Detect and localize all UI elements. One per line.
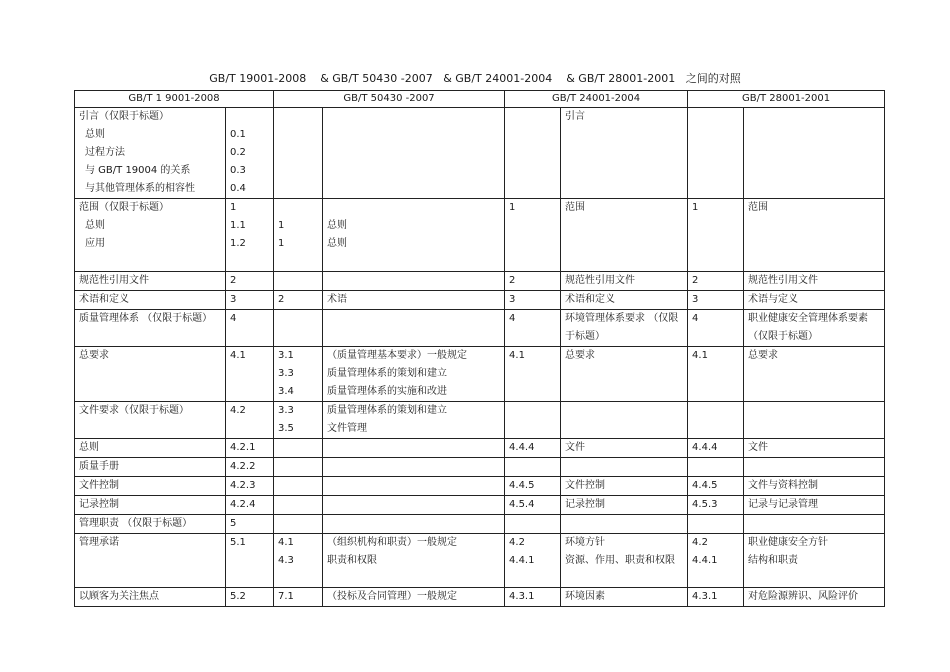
gbt50430-clause-cell	[323, 588, 505, 607]
cell-text: 记录控制	[79, 499, 119, 510]
cell-text: 4.2	[230, 405, 246, 416]
gbt19001-num-cell	[226, 310, 274, 347]
gbt24001-num-cell	[505, 199, 561, 272]
gbt19001-clause-cell	[75, 310, 226, 347]
gbt50430-num-cell	[274, 347, 323, 402]
gbt24001-clause-cell	[561, 272, 688, 291]
cell-text: 记录与记录管理	[748, 499, 819, 510]
cell-text: 结构和职责	[748, 555, 799, 566]
gbt19001-clause-cell	[75, 496, 226, 515]
gbt28001-num-cell	[688, 347, 744, 402]
gbt19001-num-cell	[226, 477, 274, 496]
cell-text: 4.2.4	[230, 499, 256, 510]
cell-text: 4.4.1	[509, 555, 535, 566]
cell-text: 2	[692, 275, 699, 286]
cell-text: 术语和定义	[79, 294, 129, 305]
gbt19001-num-cell	[226, 458, 274, 477]
cell-text: 3	[509, 294, 516, 305]
cell-text: 术语	[327, 294, 348, 305]
gbt19001-clause-cell	[75, 458, 226, 477]
cell-text: 3.5	[278, 423, 294, 434]
cell-text: 3.1	[278, 350, 294, 361]
gbt24001-clause-cell	[561, 588, 688, 607]
gbt24001-num-cell	[505, 347, 561, 402]
cell-text: 4.2.2	[230, 461, 256, 472]
cell-text: 记录控制	[565, 499, 606, 510]
table-row	[75, 588, 885, 607]
comparison-table	[74, 90, 885, 607]
cell-text: 总则	[79, 442, 99, 453]
header-gbt28001: GB/T 28001-2001	[688, 91, 885, 108]
cell-text: 总要求	[748, 350, 779, 361]
gbt28001-num-cell	[688, 477, 744, 496]
cell-text: 管理职责 （仅限于标题）	[79, 518, 193, 529]
cell-text: 4.3.1	[692, 591, 718, 602]
gbt19001-num-cell	[226, 199, 274, 272]
gbt24001-num-cell	[505, 496, 561, 515]
gbt50430-clause-cell	[323, 347, 505, 402]
gbt50430-clause-cell	[323, 534, 505, 588]
table-row	[75, 515, 885, 534]
gbt19001-num-cell	[226, 439, 274, 458]
gbt28001-num-cell	[688, 310, 744, 347]
gbt28001-clause-cell	[744, 534, 885, 588]
gbt19001-clause-cell	[75, 588, 226, 607]
gbt19001-clause-cell	[75, 439, 226, 458]
gbt50430-clause-cell	[323, 310, 505, 347]
cell-text: 2	[230, 275, 237, 286]
cell-text: 范围	[748, 202, 769, 213]
gbt28001-num-cell	[688, 272, 744, 291]
gbt19001-clause-cell	[75, 402, 226, 439]
gbt24001-clause-cell	[561, 534, 688, 588]
gbt28001-clause-cell	[744, 347, 885, 402]
gbt28001-num-cell	[688, 458, 744, 477]
cell-text: 4.1	[692, 350, 708, 361]
gbt28001-num-cell	[688, 439, 744, 458]
gbt19001-num-cell	[226, 515, 274, 534]
gbt19001-clause-cell	[75, 108, 226, 199]
cell-text: 术语和定义	[565, 294, 616, 305]
gbt24001-clause-cell	[561, 402, 688, 439]
cell-text: 文件控制	[79, 480, 119, 491]
cell-text: 过程方法	[85, 147, 125, 158]
cell-text: 4.2.1	[230, 442, 256, 453]
cell-text: （质量管理基本要求）一般规定	[327, 350, 468, 361]
cell-text: 4	[509, 313, 516, 324]
gbt19001-num-cell	[226, 588, 274, 607]
gbt28001-num-cell	[688, 291, 744, 310]
gbt50430-clause-cell	[323, 199, 505, 272]
gbt50430-clause-cell	[323, 458, 505, 477]
gbt24001-clause-cell	[561, 439, 688, 458]
cell-text: 4.1	[230, 350, 246, 361]
cell-text	[278, 199, 318, 217]
header-gbt50430: GB/T 50430 -2007	[274, 91, 505, 108]
cell-text: 术语与定义	[748, 294, 799, 305]
cell-text: 文件控制	[565, 480, 606, 491]
cell-text: 1.2	[230, 238, 246, 249]
gbt28001-clause-cell	[744, 310, 885, 347]
gbt50430-num-cell	[274, 402, 323, 439]
cell-text: 与 GB/T 19004 的关系	[85, 165, 191, 176]
cell-text: 2	[509, 275, 516, 286]
gbt50430-num-cell	[274, 439, 323, 458]
cell-text: 规范性引用文件	[565, 275, 636, 286]
gbt28001-clause-cell	[744, 458, 885, 477]
gbt24001-num-cell	[505, 515, 561, 534]
cell-text: 1	[278, 220, 285, 231]
gbt19001-num-cell	[226, 291, 274, 310]
gbt24001-clause-cell	[561, 310, 688, 347]
gbt50430-clause-cell	[323, 272, 505, 291]
gbt19001-clause-cell	[75, 534, 226, 588]
table-row	[75, 347, 885, 402]
cell-text: 质量管理体系的策划和建立	[327, 405, 448, 416]
cell-text: 规范性引用文件	[748, 275, 819, 286]
cell-text	[327, 199, 500, 217]
cell-text: 5	[230, 518, 237, 529]
gbt28001-clause-cell	[744, 496, 885, 515]
cell-text: 1.1	[230, 220, 246, 231]
cell-text: 4.2.3	[230, 480, 256, 491]
table-row	[75, 272, 885, 291]
gbt19001-clause-cell	[75, 347, 226, 402]
gbt28001-num-cell	[688, 496, 744, 515]
gbt50430-num-cell	[274, 199, 323, 272]
gbt24001-num-cell	[505, 588, 561, 607]
cell-text: （组织机构和职责）一般规定	[327, 537, 458, 548]
cell-text: 0.4	[230, 183, 246, 194]
cell-text: 5.2	[230, 591, 246, 602]
cell-text: 总要求	[79, 350, 109, 361]
cell-text: 文件	[748, 442, 769, 453]
cell-text: 4.4.4	[692, 442, 718, 453]
cell-text: 规范性引用文件	[79, 275, 149, 286]
cell-text: 3	[692, 294, 699, 305]
gbt19001-num-cell	[226, 534, 274, 588]
gbt24001-num-cell	[505, 291, 561, 310]
gbt50430-num-cell	[274, 496, 323, 515]
table-row	[75, 291, 885, 310]
gbt50430-clause-cell	[323, 439, 505, 458]
gbt28001-clause-cell	[744, 291, 885, 310]
gbt28001-num-cell	[688, 515, 744, 534]
gbt24001-num-cell	[505, 534, 561, 588]
cell-text: 总要求	[565, 350, 596, 361]
cell-text: 2	[278, 294, 285, 305]
gbt19001-clause-cell	[75, 515, 226, 534]
gbt28001-num-cell	[688, 199, 744, 272]
gbt19001-num-cell	[226, 496, 274, 515]
gbt24001-clause-cell	[561, 477, 688, 496]
cell-text: 总则	[85, 220, 105, 231]
gbt50430-num-cell	[274, 588, 323, 607]
cell-text: 引言（仅限于标题）	[79, 111, 169, 122]
gbt24001-clause-cell	[561, 291, 688, 310]
gbt28001-num-cell	[688, 534, 744, 588]
cell-text: 对危险源辨识、风险评价	[748, 591, 859, 602]
cell-text: 0.1	[230, 129, 246, 140]
cell-text: 资源、作用、职责和权限	[565, 555, 676, 566]
cell-text: 4.2	[692, 537, 708, 548]
cell-text: 环境方针	[565, 537, 606, 548]
cell-text: 0.3	[230, 165, 246, 176]
gbt24001-num-cell	[505, 310, 561, 347]
gbt24001-clause-cell	[561, 458, 688, 477]
gbt50430-clause-cell	[323, 477, 505, 496]
gbt19001-clause-cell	[75, 291, 226, 310]
gbt50430-num-cell	[274, 310, 323, 347]
gbt28001-num-cell	[688, 402, 744, 439]
gbt19001-num-cell	[226, 402, 274, 439]
gbt28001-clause-cell	[744, 439, 885, 458]
cell-text: 4.5.3	[692, 499, 718, 510]
gbt24001-num-cell	[505, 402, 561, 439]
gbt19001-num-cell	[226, 347, 274, 402]
cell-text: 总则	[327, 220, 348, 231]
gbt28001-clause-cell	[744, 108, 885, 199]
gbt24001-clause-cell	[561, 515, 688, 534]
table-row	[75, 496, 885, 515]
cell-text: 5.1	[230, 537, 246, 548]
gbt50430-clause-cell	[323, 515, 505, 534]
cell-text: 1	[692, 202, 699, 213]
gbt19001-num-cell	[226, 108, 274, 199]
cell-text: 4.5.4	[509, 499, 535, 510]
gbt19001-clause-cell	[75, 199, 226, 272]
cell-text: 职责和权限	[327, 555, 378, 566]
cell-text: 4.4.1	[692, 555, 718, 566]
gbt50430-num-cell	[274, 272, 323, 291]
cell-text: 总则	[327, 238, 348, 249]
cell-text: 管理承诺	[79, 537, 119, 548]
cell-text: 7.1	[278, 591, 294, 602]
gbt50430-num-cell	[274, 534, 323, 588]
header-gbt24001: GB/T 24001-2004	[505, 91, 688, 108]
table-row	[75, 458, 885, 477]
table-row	[75, 199, 885, 272]
header-gbt19001: GB/T 1 9001-2008	[75, 91, 274, 108]
gbt50430-clause-cell	[323, 108, 505, 199]
cell-text: 3	[230, 294, 237, 305]
gbt28001-clause-cell	[744, 515, 885, 534]
cell-text: 4.1	[509, 350, 525, 361]
cell-text: 以顾客为关注焦点	[79, 591, 159, 602]
cell-text: 1	[278, 238, 285, 249]
cell-text: 文件管理	[327, 423, 368, 434]
cell-text: 3.3	[278, 368, 294, 379]
gbt50430-num-cell	[274, 477, 323, 496]
gbt50430-num-cell	[274, 458, 323, 477]
cell-text: 引言	[565, 111, 586, 122]
cell-text	[230, 108, 269, 126]
cell-text: 4.4.4	[509, 442, 535, 453]
table-row	[75, 477, 885, 496]
cell-text: 文件	[565, 442, 586, 453]
cell-text	[79, 253, 221, 271]
gbt50430-num-cell	[274, 291, 323, 310]
gbt24001-clause-cell	[561, 199, 688, 272]
gbt19001-clause-cell	[75, 272, 226, 291]
cell-text: 应用	[85, 238, 105, 249]
gbt28001-clause-cell	[744, 477, 885, 496]
gbt28001-clause-cell	[744, 199, 885, 272]
table-row	[75, 402, 885, 439]
gbt24001-clause-cell	[561, 496, 688, 515]
table-row	[75, 439, 885, 458]
gbt24001-num-cell	[505, 439, 561, 458]
cell-text: 文件与资料控制	[748, 480, 819, 491]
gbt28001-clause-cell	[744, 588, 885, 607]
cell-text: （投标及合同管理）一般规定	[327, 591, 458, 602]
cell-text: 质量管理体系 （仅限于标题）	[79, 313, 213, 324]
table-row	[75, 108, 885, 199]
gbt28001-num-cell	[688, 108, 744, 199]
gbt24001-num-cell	[505, 272, 561, 291]
table-row	[75, 310, 885, 347]
cell-text: 3.3	[278, 405, 294, 416]
table-row	[75, 534, 885, 588]
cell-text: 环境因素	[565, 591, 606, 602]
cell-text: 职业健康安全管理体系要素 （仅限于标题）	[748, 313, 869, 342]
cell-text: 职业健康安全方针	[748, 537, 829, 548]
cell-text: 质量手册	[79, 461, 119, 472]
gbt28001-num-cell	[688, 588, 744, 607]
cell-text: 0.2	[230, 147, 246, 158]
cell-text: 质量管理体系的实施和改进	[327, 386, 448, 397]
cell-text: 与其他管理体系的相容性	[85, 183, 195, 194]
cell-text: 环境管理体系要求 （仅限于标题）	[565, 313, 679, 342]
cell-text: 4.1	[278, 537, 294, 548]
cell-text: 1	[509, 202, 516, 213]
gbt50430-num-cell	[274, 108, 323, 199]
gbt50430-clause-cell	[323, 496, 505, 515]
cell-text: 4.3	[278, 555, 294, 566]
cell-text: 质量管理体系的策划和建立	[327, 368, 448, 379]
cell-text: 3.4	[278, 386, 294, 397]
cell-text: 4.3.1	[509, 591, 535, 602]
cell-text: 范围	[565, 202, 586, 213]
gbt24001-num-cell	[505, 108, 561, 199]
gbt19001-num-cell	[226, 272, 274, 291]
cell-text: 4	[230, 313, 237, 324]
cell-text: 1	[230, 202, 237, 213]
gbt24001-num-cell	[505, 477, 561, 496]
gbt24001-num-cell	[505, 458, 561, 477]
cell-text: 4.4.5	[509, 480, 535, 491]
gbt19001-clause-cell	[75, 477, 226, 496]
gbt24001-clause-cell	[561, 347, 688, 402]
gbt24001-clause-cell	[561, 108, 688, 199]
cell-text: 总则	[85, 129, 105, 140]
cell-text: 4.4.5	[692, 480, 718, 491]
cell-text: 4.2	[509, 537, 525, 548]
gbt50430-clause-cell	[323, 291, 505, 310]
cell-text: 文件要求（仅限于标题）	[79, 405, 189, 416]
cell-text: 4	[692, 313, 699, 324]
gbt28001-clause-cell	[744, 402, 885, 439]
gbt50430-num-cell	[274, 515, 323, 534]
page-title: GB/T 19001-2008 & GB/T 50430 -2007 & GB/T 24001-2004 & GB/T 28001-2001 之间的对照	[209, 72, 741, 85]
cell-text: 范围（仅限于标题）	[79, 202, 169, 213]
gbt28001-clause-cell	[744, 272, 885, 291]
gbt50430-clause-cell	[323, 402, 505, 439]
header-row	[75, 91, 885, 108]
